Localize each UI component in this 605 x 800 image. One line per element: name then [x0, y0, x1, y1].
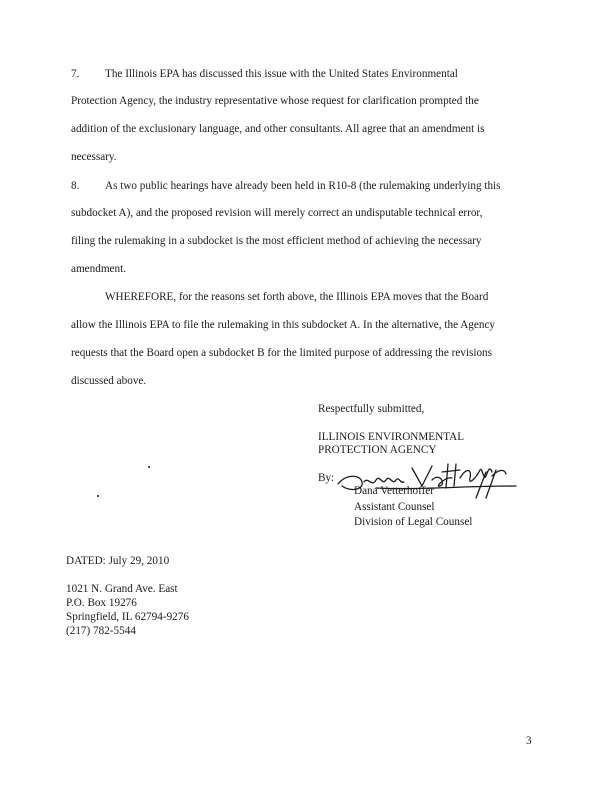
paragraph-7-line-1: The Illinois EPA has discussed this issue with the United States Environmental	[105, 68, 458, 80]
paragraph-8-line-1: As two public hearings have already been held in R10-8 (the rulemaking underlying this	[105, 180, 501, 192]
paragraph-8-line-4: amendment.	[71, 263, 126, 275]
address-line-2: P.O. Box 19276	[66, 597, 137, 609]
by-label: By:	[318, 472, 335, 484]
closing-text: Respectfully submitted,	[318, 403, 425, 415]
dated-line: DATED: July 29, 2010	[66, 555, 170, 567]
paragraph-7-line-4: necessary.	[71, 151, 117, 163]
signatory-name: Dana Vetterhoffer	[354, 485, 435, 497]
paragraph-8-number: 8.	[71, 180, 80, 192]
wherefore-line-2: allow the Illinois EPA to file the rulemaking in this subdocket A. In the alternative, the Agency	[71, 319, 496, 331]
paragraph-8-line-3: filing the rulemaking in a subdocket is the most efficient method of achieving the necessary	[71, 235, 482, 247]
signatory-title: Assistant Counsel	[354, 501, 435, 513]
address-line-1: 1021 N. Grand Ave. East	[66, 583, 178, 595]
org-name-line-2: PROTECTION AGENCY	[318, 444, 437, 456]
signatory-division: Division of Legal Counsel	[354, 516, 473, 528]
paragraph-8-line-2: subdocket A), and the proposed revision will merely correct an undisputable technical error,	[71, 207, 483, 219]
wherefore-line-3: requests that the Board open a subdocket B for the limited purpose of addressing the revisions	[71, 347, 492, 359]
org-name-line-1: ILLINOIS ENVIRONMENTAL	[318, 431, 465, 443]
scan-speck	[148, 466, 150, 468]
paragraph-7-line-3: addition of the exclusionary language, and other consultants. All agree that an amendment is	[71, 123, 485, 135]
wherefore-line-1: WHEREFORE, for the reasons set forth above, the Illinois EPA moves that the Board	[105, 291, 489, 303]
paragraph-7-number: 7.	[71, 68, 80, 80]
address-line-3: Springfield, IL 62794-9276	[66, 611, 189, 623]
page-number: 3	[526, 735, 532, 747]
wherefore-line-4: discussed above.	[71, 375, 147, 387]
scan-speck	[97, 495, 99, 497]
paragraph-7-line-2: Protection Agency, the industry representative whose request for clarification prompted the	[71, 95, 479, 107]
address-line-4: (217) 782-5544	[66, 625, 136, 637]
